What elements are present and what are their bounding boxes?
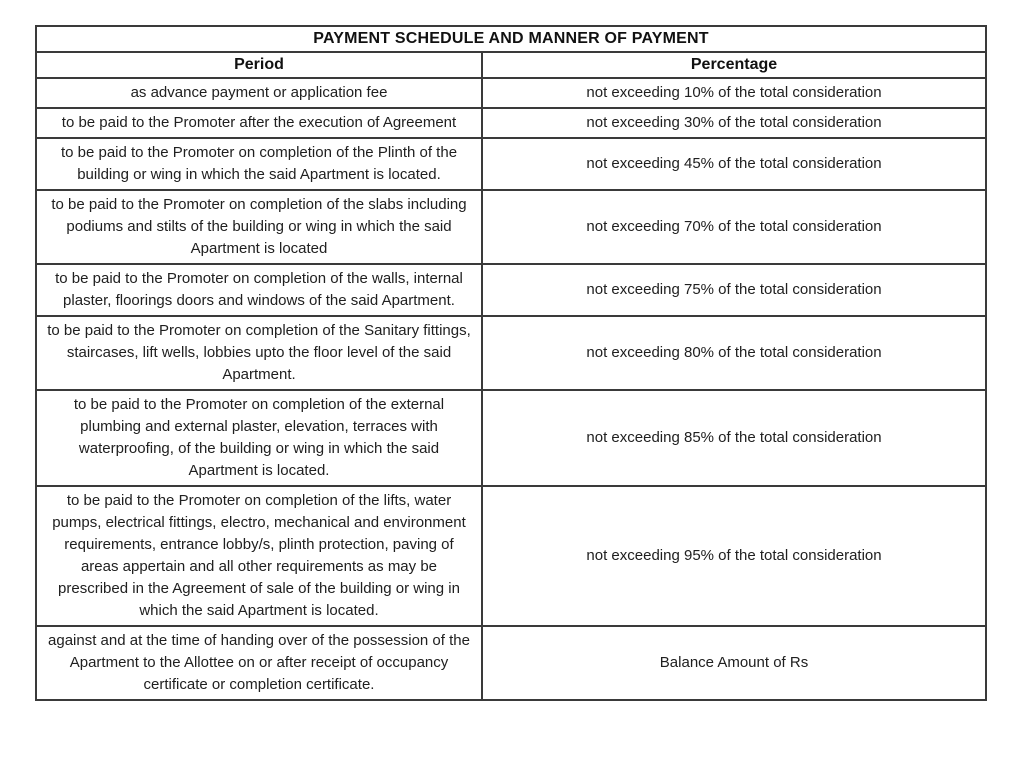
table-row bbox=[36, 264, 986, 316]
table-row bbox=[36, 190, 986, 264]
percentage-cell: not exceeding 85% of the total consideration bbox=[482, 390, 986, 486]
period-cell: to be paid to the Promoter on completion of the Sanitary fittings, staircases, lift wells, lobbies upto the floor level of the said Apartment. bbox=[36, 316, 482, 390]
period-cell: against and at the time of handing over of the possession of the Apartment to the Allottee on or after receipt of occupancy certificate or completion certificate. bbox=[36, 626, 482, 700]
table-title: PAYMENT SCHEDULE AND MANNER OF PAYMENT bbox=[36, 26, 986, 52]
column-header-percentage: Percentage bbox=[482, 52, 986, 78]
table-row bbox=[36, 138, 986, 190]
table-row bbox=[36, 626, 986, 700]
percentage-cell: not exceeding 70% of the total consideration bbox=[482, 190, 986, 264]
table-row bbox=[36, 316, 986, 390]
percentage-cell: not exceeding 75% of the total consideration bbox=[482, 264, 986, 316]
table-row bbox=[36, 78, 986, 108]
percentage-cell: not exceeding 80% of the total consideration bbox=[482, 316, 986, 390]
period-cell: to be paid to the Promoter on completion of the lifts, water pumps, electrical fittings, electro, mechanical and environment requirements, entrance lobby/s, plinth protection, paving of areas appertain and all other requirements as may be prescribed in the Agreement of sale of the building or wing in which the said Apartment is located. bbox=[36, 486, 482, 626]
percentage-cell: not exceeding 30% of the total consideration bbox=[482, 108, 986, 138]
header-row bbox=[36, 52, 986, 78]
period-cell: to be paid to the Promoter on completion of the slabs including podiums and stilts of the building or wing in which the said Apartment is located bbox=[36, 190, 482, 264]
table-body bbox=[36, 78, 986, 700]
percentage-cell: not exceeding 45% of the total consideration bbox=[482, 138, 986, 190]
period-cell: to be paid to the Promoter on completion of the walls, internal plaster, floorings doors and windows of the said Apartment. bbox=[36, 264, 482, 316]
payment-schedule-table bbox=[35, 25, 987, 701]
period-cell: to be paid to the Promoter after the execution of Agreement bbox=[36, 108, 482, 138]
table-row bbox=[36, 108, 986, 138]
title-row bbox=[36, 26, 986, 52]
table-row bbox=[36, 486, 986, 626]
payment-schedule-document bbox=[35, 25, 985, 701]
table-row bbox=[36, 390, 986, 486]
percentage-cell: not exceeding 95% of the total consideration bbox=[482, 486, 986, 626]
period-cell: to be paid to the Promoter on completion of the Plinth of the building or wing in which the said Apartment is located. bbox=[36, 138, 482, 190]
percentage-cell: Balance Amount of Rs bbox=[482, 626, 986, 700]
period-cell: to be paid to the Promoter on completion of the external plumbing and external plaster, elevation, terraces with waterproofing, of the building or wing in which the said Apartment is located. bbox=[36, 390, 482, 486]
column-header-period: Period bbox=[36, 52, 482, 78]
period-cell: as advance payment or application fee bbox=[36, 78, 482, 108]
percentage-cell: not exceeding 10% of the total consideration bbox=[482, 78, 986, 108]
